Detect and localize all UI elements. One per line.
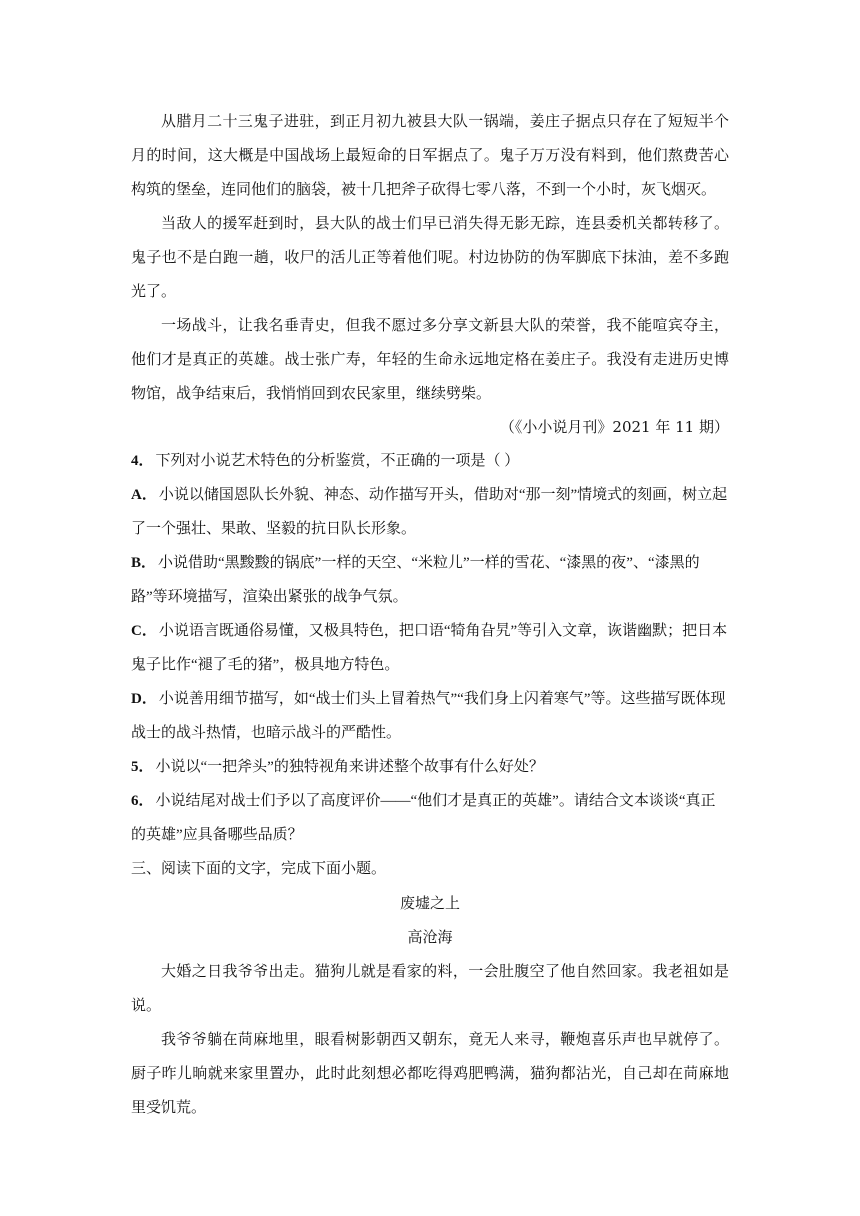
option-text: 小说语言既通俗易懂，又极具特色，把口语“犄角旮旯”等引入文章，诙谐幽默；把日本鬼子比作“褪了毛的猪”，极具地方特色。 xyxy=(131,623,728,673)
question-6 xyxy=(131,784,729,852)
passage-paragraph-3: 一场战斗，让我名垂青史，但我不愿过多分享文新县大队的荣誉，我不能喧宾夺主，他们才是真正的英雄。战士张广寿，年轻的生命永远地定格在姜庄子。我没有走进历史博物馆，战争结束后，我悄悄回到农民家里，继续劈柴。 xyxy=(131,316,729,402)
question-4 xyxy=(131,444,729,478)
question-number: 4． xyxy=(131,453,154,469)
option-label: B． xyxy=(131,555,157,571)
option-label: D． xyxy=(131,691,157,707)
story-paragraph-2: 我爷爷躺在苘麻地里，眼看树影朝西又朝东，竟无人来寻，鞭炮喜乐声也早就停了。厨子昨儿晌就来家里置办，此时此刻想必都吃得鸡肥鸭满，猫狗都沾光，自己却在苘麻地里受饥荒。 xyxy=(131,1030,729,1116)
question-text: 下列对小说艺术特色的分析鉴赏，不正确的一项是（ ） xyxy=(155,453,520,469)
passage-paragraph-1: 从腊月二十三鬼子进驻，到正月初九被县大队一锅端，姜庄子据点只存在了短短半个月的时间，这大概是中国战场上最短命的日军据点了。鬼子万万没有料到，他们熬费苦心构筑的堡垒，连同他们的脑袋，被十几把斧子砍得七零八落，不到一个小时，灰飞烟灭。 xyxy=(131,112,729,198)
option-d xyxy=(131,682,729,750)
question-5 xyxy=(131,750,729,784)
story-author: 高沧海 xyxy=(407,928,453,946)
option-label: C． xyxy=(131,623,157,639)
story-paragraph-1: 大婚之日我爷爷出走。猫狗儿就是看家的料，一会肚腹空了他自然回家。我老祖如是说。 xyxy=(131,962,729,1014)
option-text: 小说以储国恩队长外貌、神态、动作描写开头，借助对“那一刻”情境式的刻画，树立起了一个强壮、果敢、坚毅的抗日队长形象。 xyxy=(131,487,728,537)
option-b xyxy=(131,546,729,614)
question-text: 小说以“一把斧头”的独特视角来讲述整个故事有什么好处？ xyxy=(155,759,544,775)
section-heading: 三、阅读下面的文字，完成下面小题。 xyxy=(131,861,387,877)
option-label: A． xyxy=(131,487,157,503)
question-number: 6． xyxy=(131,793,154,809)
passage-source: （《小小说月刊》2021 年 11 期） xyxy=(499,418,729,436)
passage-paragraph-2: 当敌人的援军赶到时，县大队的战士们早已消失得无影无踪，连县委机关都转移了。鬼子也不是白跑一趟，收尸的活儿正等着他们呢。村边协防的伪军脚底下抹油，差不多跑光了。 xyxy=(131,214,729,300)
option-text: 小说善用细节描写，如“战士们头上冒着热气”“我们身上闪着寒气”等。这些描写既体现战士的战斗热情，也暗示战斗的严酷性。 xyxy=(131,691,726,741)
option-text: 小说借助“黑黢黢的锅底”一样的天空、“米粒儿”一样的雪花、“漆黑的夜”、“漆黑的路”等环境描写，渲染出紧张的战争气氛。 xyxy=(131,555,700,605)
option-a xyxy=(131,478,729,546)
question-number: 5． xyxy=(131,759,154,775)
question-text: 小说结尾对战士们予以了高度评价——“他们才是真正的英雄”。请结合文本谈谈“真正的英雄”应具备哪些品质？ xyxy=(131,793,716,843)
story-title: 废墟之上 xyxy=(399,894,460,912)
option-c xyxy=(131,614,729,682)
